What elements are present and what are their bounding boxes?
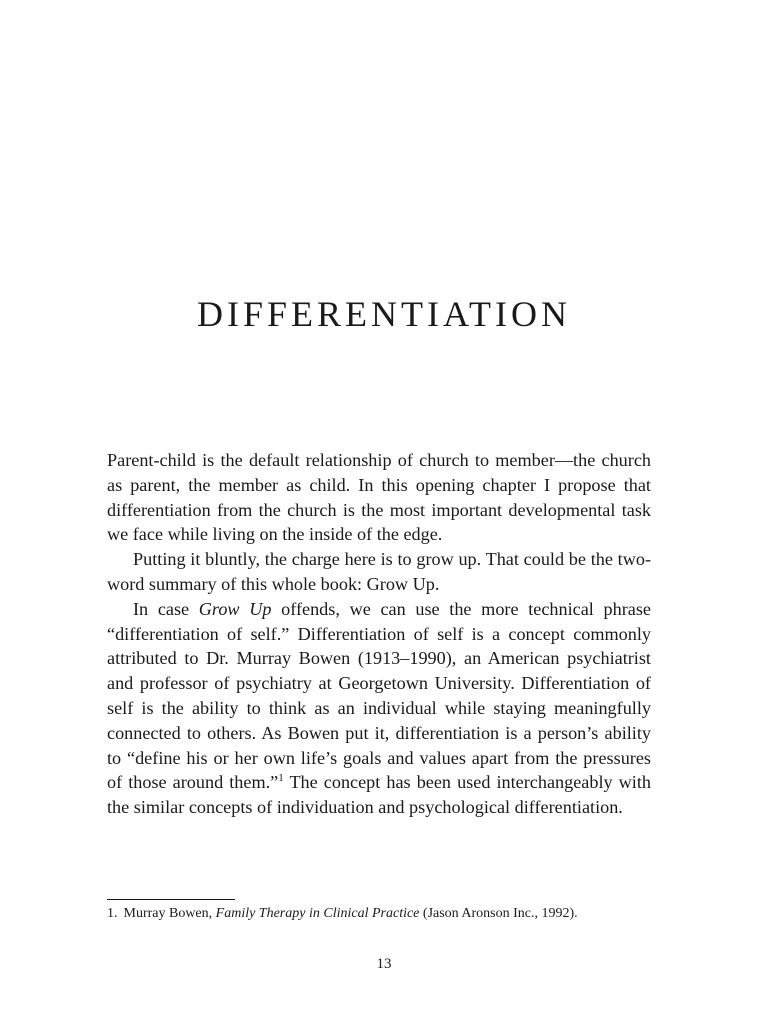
- footnote-reference[interactable]: 1: [278, 772, 284, 785]
- paragraph-3-lead: In case: [133, 598, 199, 619]
- paragraph-3-italic-title: Grow Up: [198, 598, 272, 619]
- footnote-divider: [107, 899, 235, 900]
- page-number: 13: [376, 956, 392, 972]
- footnote-number: 1.: [107, 906, 118, 921]
- paragraph-2: Putting it bluntly, the charge here is to grow up. That could be the two-word summary of this whole book: Grow Up.: [107, 549, 651, 594]
- paragraph-1: Parent-child is the default relationship of church to member—the church as parent, the member as child. In this opening chapter I propose that differentiation from the church is the most important developmental task we face while living on the inside of the edge.: [107, 450, 651, 545]
- paragraph-3-end: The concept has been used interchangeably with the similar concepts of individuation and psychological differentiation.: [107, 772, 652, 818]
- footnote-book-title: Family Therapy in Clinical Practice: [215, 906, 420, 921]
- footnote-publisher: (Jason Aronson Inc., 1992).: [419, 906, 578, 921]
- paragraph-3: [107, 597, 651, 820]
- footnote: [107, 905, 667, 923]
- chapter-title: DIFFERENTIATION: [197, 294, 571, 334]
- body-text: [107, 448, 651, 820]
- footnote-author: Murray Bowen,: [123, 906, 216, 921]
- paragraph-3-main: offends, we can use the more technical phrase “differentiation of self.” Differentiation of self is a concept commonly attributed to Dr. Murray Bowen (1913–1990), an American psychiatrist and professor of psychiatry at Georgetown University. Differentiation of self is the ability to think as an individual while staying meaningfully connected to others. As Bowen put it, differentiation is a person’s ability to “define his or her own life’s goals and values apart from the pressures of those around them.”: [107, 598, 651, 793]
